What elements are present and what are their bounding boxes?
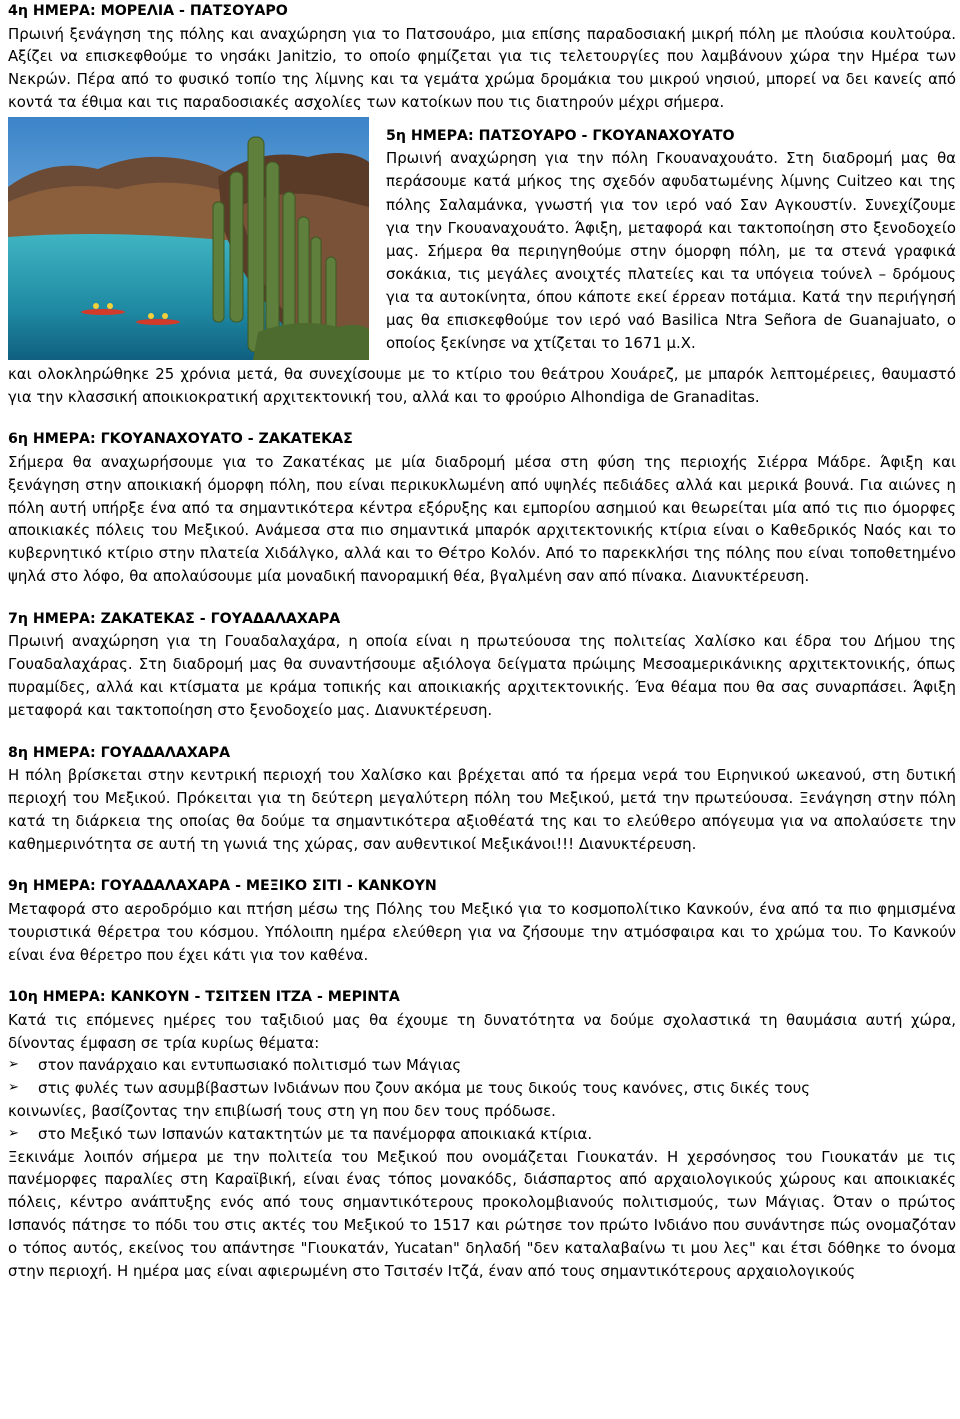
day9-text: Μεταφορά στο αεροδρόμιο και πτήση μέσω της Πόλης του Μεξικό για το κοσμοπολίτικο Κανκούν, ένα από τα πιο φημισμένα τουριστικά θέρετρα του κόσμου. Υπόλοιπη ημέρα ελεύθερη για να ζήσουμε την ατμόσφαιρα και το χρώμα του. Το Κανκούν είναι ένα θέρετρο που έχει κάτι για τον καθένα.: [8, 899, 956, 964]
list-item: [8, 1054, 956, 1077]
cactus-lake-photo: [8, 117, 369, 360]
day7-text: Πρωινή αναχώρηση για τη Γουαδαλαχάρα, η οποία είναι η πρωτεύουσα της πολιτείας Χαλίσκο και έδρα του Δήμου της Γουαδαλαχάρας. Στη διαδρομή μας θα συναντήσουμε αξιόλογα δείγματα πρώιμης Μεσοαμερικάνικης αρχιτεκτονικής, όπως πυραμίδες, αλλά και κτίσματα με κράμα τοπικής και αποικιακής αρχιτεκτονικής. Ένα θέαμα που θα σας συναρπάσει. Άφιξη μεταφορά και τακτοποίηση στο ξενοδοχείο μας. Διανυκτέρευση.: [8, 632, 956, 719]
day8-title: 8η ΗΜΕΡΑ: ΓΟΥΑΔΑΛΑΧΑΡΑ: [8, 744, 231, 761]
day4-title: 4η ΗΜΕΡΑ: ΜΟΡΕΛΙΑ - ΠΑΤΣΟΥΑΡΟ: [8, 3, 288, 19]
day8-text: Η πόλη βρίσκεται στην κεντρική περιοχή του Χαλίσκο και βρέχεται από τα ήρεμα νερά του Ειρηνικού ωκεανού, στη δυτική περιοχή του Μεξικού. Πρόκειται για τη δεύτερη μεγαλύτερη πόλη του Μεξικού, μετά την πρωτεύουσα. Ξενάγηση στην πόλη κατά τη διάρκεια της οποίας θα δούμε τα σημαντικότερα αξιοθέατά της και το ελεύθερο απόγευμα για να απολαύσετε την καθημερινότητα σε αυτή τη γωνιά της χώρας, σαν αυθεντικοί Μεξικάνοι!!! Διανυκτέρευση.: [8, 766, 956, 853]
document-page: [8, 0, 956, 1282]
bullet-continuation: κοινωνίες, βασίζοντας την επιβίωσή τους στη γη που δεν τους πρόδωσε.: [8, 1102, 556, 1121]
day5-side-column: [386, 125, 956, 355]
day7-title: 7η ΗΜΕΡΑ: ΖΑΚΑΤΕΚΑΣ - ΓΟΥΑΔΑΛΑΧΑΡΑ: [8, 610, 341, 627]
bullet-text: στο Μεξικό των Ισπανών κατακτητών με τα πανέμορφα αποικιακά κτίρια.: [38, 1124, 593, 1143]
bullet-text: στις φυλές των ασυμβίβαστων Ινδιάνων που ζουν ακόμα με τους δικούς τους κανόνες, στις δικές τους: [38, 1079, 810, 1098]
arrowhead-bullet-icon: ➢: [8, 1125, 19, 1141]
cactus-lake-illustration: [8, 117, 369, 360]
day9-title: 9η ΗΜΕΡΑ: ΓΟΥΑΔΑΛΑΧΑΡΑ - ΜΕΞΙΚΟ ΣΙΤΙ - ΚΑΝΚΟΥΝ: [8, 878, 437, 895]
arrowhead-bullet-icon: ➢: [8, 1057, 19, 1073]
list-item: [8, 1123, 956, 1146]
day6-title: 6η ΗΜΕΡΑ: ΓΚΟΥΑΝΑΧΟΥΑΤΟ - ΖΑΚΑΤΕΚΑΣ: [8, 431, 353, 448]
day5-photo-block: [8, 117, 956, 363]
day10-text: Ξεκινάμε λοιπόν σήμερα με την πολιτεία του Μεξικού που ονομάζεται Γιουκατάν. Η χερσόνησος του Γιουκατάν με τις πανέμορφες παραλίες στη Καραϊβική, είναι ένας τόπος μονακόδς, διάσπαρτος από αρχαιολογικούς χώρους και αποικιακές πόλεις, κέντρο ανάπτυξης ενός από τους σημαντικότερους προκολομβιανούς πολιτισμούς, των Μάγιας. Όταν ο πρώτος Ισπανός πάτησε το πόδι του στις ακτές του Μεξικού το 1517 και ρώτησε τον πρώτο Ινδιάνο που συνάντησε πώς ονομαζόταν ο τόπος αυτός, εκείνος του απάντησε "Γιουκατάν, Yucatan" δηλαδή "δεν καταλαβαίνω τι μου λες" και έτσι δόθηκε το όνομα στην περιοχή. Η ημέρα μας είναι αφιερωμένη στο Τσιτσέν Ιτζά, έναν από τους σημαντικότερους αρχαιολογικούς: [8, 1147, 956, 1280]
day5-text-side: Πρωινή αναχώρηση για την πόλη Γκουαναχουάτο. Στη διαδρομή μας θα περάσουμε κατά μήκος της σχεδόν αφυδατωμένης λίμνης Cuitzeo και της πόλης Σαλαμάνκα, γνωστή για τον ιερό ναό Σαν Αγκουστίν. Συνεχίζουμε για την Γκουαναχουάτο. Άφιξη, μεταφορά και τακτοποίηση στο ξενοδοχείο μας. Σήμερα θα περιηγηθούμε στην όμορφη πόλη, με τα στενά γραφικά σοκάκια, τις μεγάλες ανοιχτές πλατείες και τα υπόγεια τούνελ – δρόμους για τα αυτοκίνητα, όπου κάποτε εκεί έρρεαν ποτάμια. Κατά την περιήγησή μας θα επισκεφθούμε τον ιερό ναό Basilica Ntra Señora de Guanajuato, ο οποίος ξεκίνησε να χτίζεται το 1671 μ.Χ.: [386, 149, 956, 353]
list-item: [8, 1077, 956, 1100]
day10-title: 10η ΗΜΕΡΑ: ΚΑΝΚΟΥΝ - ΤΣΙΤΣΕΝ ΙΤΖΑ - ΜΕΡΙΝΤΑ: [8, 989, 400, 1006]
bullet-text: στον πανάρχαιο και εντυπωσιακό πολιτισμό των Μάγιας: [38, 1056, 462, 1075]
day6-text: Σήμερα θα αναχωρήσουμε για το Ζακατέκας με μία διαδρομή μέσα στη φύση της περιοχής Σιέρρα Μάδρε. Άφιξη και ξενάγηση στην αποικιακή όμορφη πόλη, που είναι περικυκλωμένη από υψηλές πεδιάδες αλλά και μερικά βουνά. Για αιώνες η πόλη αυτή υπήρξε ένα από τα σημαντικότερα κέντρα εξόρυξης και εμπορίου ασημιού και θεωρείται μία από τις πιο όμορφες αποικιακές πόλεις του Μεξικού. Ανάμεσα στα πιο σημαντικά μπαρόκ αρχιτεκτονικής κτίρια είναι ο Καθεδρικός Ναός και το κυβερνητικό κτίριο στην πλατεία Χιδάλγκο, αλλά και το Θέτρο Κολόν. Από το παρεκκλήσι της πόλης που είναι τοποθετημένο ψηλά στο λόφο, θα απολαύσουμε μία μοναδική πανοραμική θέα, βγαλμένη σαν από πίνακα. Διανυκτέρευση.: [8, 452, 956, 585]
day5-text-continued: και ολοκληρώθηκε 25 χρόνια μετά, θα συνεχίσουμε με το κτίριο του θεάτρου Χουάρεζ, με μπαρόκ λεπτομέρειες, θαυμαστό για την κλασσική αποικιοκρατική αρχιτεκτονική του, αλλά και το φρούριο Alhondiga de Granaditas.: [8, 364, 956, 406]
day10-intro: Κατά τις επόμενες ημέρες του ταξιδιού μας θα έχουμε τη δυνατότητα να δούμε σχολαστικά τη θαυμάσια αυτή χώρα, δίνοντας έμφαση σε τρία κυρίως θέματα:: [8, 1010, 956, 1052]
day4-text: Πρωινή ξενάγηση της πόλης και αναχώρηση για το Πατσουάρο, μια επίσης παραδοσιακή μικρή πόλη με πλούσια κουλτούρα. Αξίζει να επισκεφθούμε το νησάκι Janitzio, το οποίο φημίζεται για τις τελετουργίες που λαμβάνουν χώρα την Ημέρα των Νεκρών. Πέρα από το φυσικό τοπίο της λίμνης και τα γεμάτα χρώμα δρομάκια του μικρού νησιού, μπορεί να δει κανείς από κοντά τα έθιμα και τις παραδοσιακές ασχολίες των κατοίκων που τις διατηρούν μέχρι σήμερα.: [8, 24, 956, 111]
arrowhead-bullet-icon: ➢: [8, 1080, 19, 1096]
day5-title: 5η ΗΜΕΡΑ: ΠΑΤΣΟΥΑΡΟ - ΓΚΟΥΑΝΑΧΟΥΑΤΟ: [386, 127, 735, 144]
